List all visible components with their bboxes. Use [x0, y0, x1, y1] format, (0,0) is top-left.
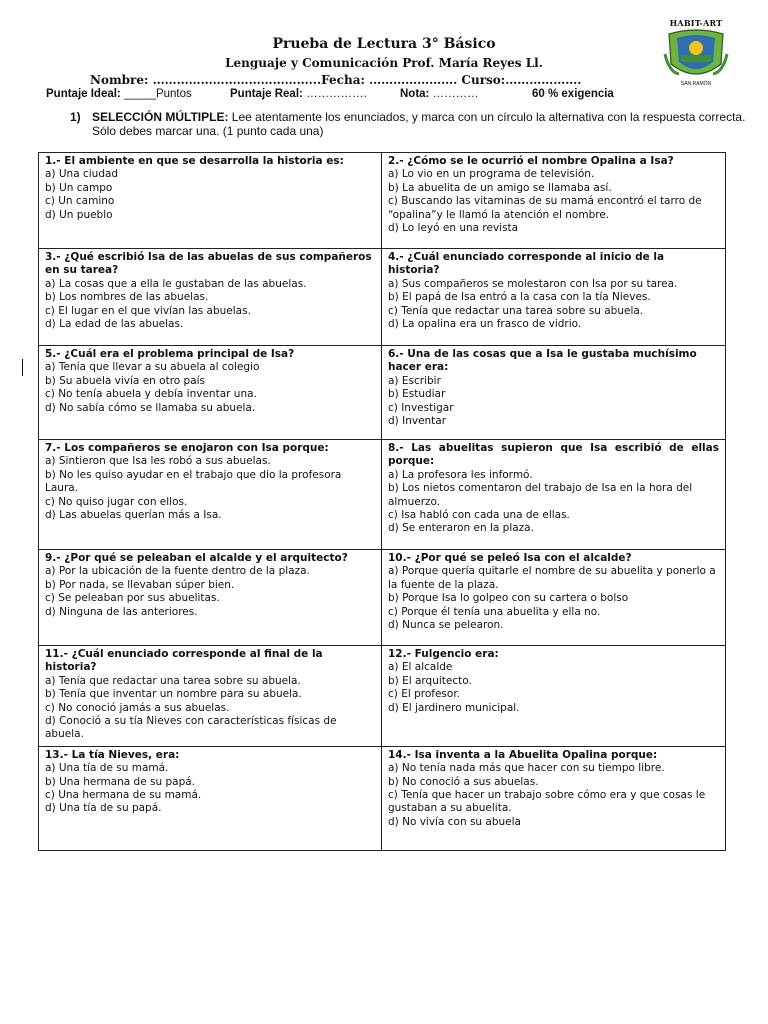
answer-option[interactable]: a) La profesora les informó.: [388, 468, 533, 481]
answer-option[interactable]: b) Un campo: [45, 181, 113, 194]
answer-option[interactable]: d) Se enteraron en la plaza.: [388, 522, 534, 535]
question-text: 4.- ¿Cuál enunciado corresponde al inicio de la historia?: [388, 251, 665, 277]
question-text: 8.- Las abuelitas supieron que Isa escribió de ellas porque:: [388, 442, 719, 468]
question-cell: [382, 153, 726, 249]
question-cell: [39, 440, 382, 550]
answer-option[interactable]: a) Tenía que redactar una tarea sobre su abuela.: [45, 674, 301, 687]
answer-option[interactable]: a) Sintieron que Isa les robó a sus abuelas.: [45, 455, 271, 468]
answer-option[interactable]: c) Un camino: [45, 195, 115, 208]
question-cell: [382, 249, 726, 346]
answer-option[interactable]: d) Nunca se pelearon.: [388, 619, 504, 632]
section-number: 1): [70, 110, 81, 124]
question-cell: [39, 550, 382, 646]
answer-option[interactable]: b) Tenía que inventar un nombre para su abuela.: [45, 688, 302, 701]
answer-option[interactable]: a) Sus compañeros se molestaron con Isa por su tarea.: [388, 277, 678, 290]
answer-option[interactable]: c) Tenía que redactar una tarea sobre su abuela.: [388, 304, 644, 317]
question-cell: [382, 550, 726, 646]
answer-option[interactable]: b) Los nietos comentaron del trabajo de Isa en la hora del almuerzo.: [388, 482, 693, 508]
answer-option[interactable]: b) El papá de Isa entró a la casa con la tía Nieves.: [388, 291, 651, 304]
question-text: 14.- Isa inventa a la Abuelita Opalina porque:: [388, 748, 658, 761]
answer-option[interactable]: d) La opalina era un frasco de vidrio.: [388, 318, 582, 331]
question-cell: [39, 153, 382, 249]
question-text: 1.- El ambiente en que se desarrolla la historia es:: [45, 155, 344, 167]
question-text: 2.- ¿Cómo se le ocurrió el nombre Opalina a Isa?: [388, 155, 674, 167]
question-text: 3.- ¿Qué escribió Isa de las abuelas de sus compañeros en su tarea?: [45, 251, 372, 277]
answer-option[interactable]: c) Una hermana de su mamá.: [45, 789, 202, 802]
question-cell: [382, 346, 726, 440]
answer-option[interactable]: a) Una ciudad: [45, 168, 119, 181]
answer-option[interactable]: c) No conoció jamás a sus abuelas.: [45, 701, 230, 714]
answer-option[interactable]: b) Una hermana de su papá.: [45, 775, 196, 788]
answer-option[interactable]: c) El profesor.: [388, 688, 461, 701]
answer-option[interactable]: c) El lugar en el que vivían las abuelas.: [45, 304, 251, 317]
question-cell: [39, 746, 382, 850]
answer-option[interactable]: a) Lo vio en un programa de televisión.: [388, 168, 595, 181]
school-logo-label: HABIT-ART: [669, 18, 723, 28]
answer-option[interactable]: d) Un pueblo: [45, 208, 113, 221]
answer-option[interactable]: b) La abuelita de un amigo se llamaba así.: [388, 181, 612, 194]
answer-option[interactable]: d) Inventar: [388, 415, 447, 428]
answer-option[interactable]: b) No les quiso ayudar en el trabajo que dio la profesora Laura.: [45, 468, 342, 495]
answer-option[interactable]: c) Investigar: [388, 401, 454, 414]
ideal-score-value: _____Puntos: [123, 88, 192, 100]
question-cell: [39, 646, 382, 747]
answer-option[interactable]: d) No sabía cómo se llamaba su abuela.: [45, 401, 256, 414]
answer-option[interactable]: a) Por la ubicación de la fuente dentro de la plaza.: [45, 565, 310, 578]
real-score-label: Puntaje Real:: [230, 88, 303, 100]
question-text: 12.- Fulgencio era:: [388, 648, 499, 660]
answer-option[interactable]: b) Su abuela vivía en otro país: [45, 374, 206, 387]
answer-option[interactable]: c) No quiso jugar con ellos.: [45, 495, 188, 508]
answer-option[interactable]: c) Tenía que hacer un trabajo sobre cómo era y que cosas le gustaban a su abuelita.: [388, 789, 706, 815]
answer-option[interactable]: b) No conoció a sus abuelas.: [388, 775, 539, 788]
answer-option[interactable]: d) Las abuelas querían más a Isa.: [45, 509, 222, 522]
answer-option[interactable]: d) Ninguna de las anteriores.: [45, 605, 198, 618]
text-cursor: [22, 359, 23, 376]
answer-option[interactable]: d) El jardinero municipal.: [388, 701, 520, 714]
question-text: 7.- Los compañeros se enojaron con Isa porque:: [45, 442, 329, 454]
student-info-line: Nombre: …………………………………...Fecha: …………………. Curso:……………….: [90, 73, 582, 87]
answer-option[interactable]: a) La cosas que a ella le gustaban de las abuelas.: [45, 277, 307, 290]
answer-option[interactable]: a) No tenía nada más que hacer con su tiempo libre.: [388, 762, 665, 775]
answer-option[interactable]: a) El alcalde: [388, 661, 453, 674]
questions-table: [38, 152, 726, 851]
grade-label: Nota:: [400, 88, 430, 100]
answer-option[interactable]: c) No tenía abuela y debía inventar una.: [45, 388, 257, 401]
answer-option[interactable]: b) Porque Isa lo golpeo con su cartera o bolso: [388, 592, 629, 605]
section-instructions-text: Lee atentamente los enunciados, y marca con un círculo la alternativa con la respuesta correcta. Sólo debes marcar una. (1 punto cada una): [92, 110, 746, 138]
question-text: 6.- Una de las cosas que a Isa le gustaba muchísimo hacer era:: [388, 348, 697, 374]
question-text: 9.- ¿Por qué se peleaban el alcalde y el arquitecto?: [45, 552, 348, 564]
answer-option[interactable]: a) Tenía que llevar a su abuela al colegio: [45, 361, 260, 374]
page-title: Prueba de Lectura 3° Básico: [272, 36, 496, 52]
ideal-score-label: Puntaje Ideal:: [46, 88, 121, 100]
answer-option[interactable]: b) Los nombres de las abuelas.: [45, 291, 209, 304]
question-cell: [382, 440, 726, 550]
answer-option[interactable]: c) Se peleaban por sus abuelitas.: [45, 592, 220, 605]
answer-option[interactable]: c) Buscando las vitaminas de su mamá encontró el tarro de “opalina”y le llamó la atención el nombre.: [388, 195, 702, 221]
question-text: 5.- ¿Cuál era el problema principal de Isa?: [45, 348, 295, 360]
answer-option[interactable]: c) Porque él tenía una abuelita y ella no.: [388, 605, 601, 618]
answer-option[interactable]: d) Lo leyó en una revista: [388, 222, 519, 235]
answer-option[interactable]: a) Escribir: [388, 374, 441, 387]
question-cell: [382, 646, 726, 747]
page-subtitle: Lenguaje y Comunicación Prof. María Reyes Ll.: [225, 56, 543, 70]
answer-option[interactable]: a) Porque quería quitarle el nombre de su abuelita y ponerlo a la fuente de la plaza.: [388, 565, 716, 591]
grade-value: …………: [432, 88, 479, 100]
question-text: 13.- La tía Nieves, era:: [45, 748, 180, 761]
answer-option[interactable]: b) El arquitecto.: [388, 674, 472, 687]
question-cell: [39, 249, 382, 346]
requirement-text: 60 % exigencia: [532, 88, 614, 100]
answer-option[interactable]: d) Conoció a su tía Nieves con características físicas de abuela.: [45, 715, 337, 741]
answer-option[interactable]: d) Una tía de su papá.: [45, 802, 162, 815]
section-heading: SELECCIÓN MÚLTIPLE:: [92, 110, 229, 124]
question-text: 11.- ¿Cuál enunciado corresponde al final de la historia?: [45, 648, 323, 674]
answer-option[interactable]: c) Isa habló con cada una de ellas.: [388, 509, 570, 522]
answer-option[interactable]: d) La edad de las abuelas.: [45, 318, 184, 331]
real-score-value: …………….: [306, 88, 367, 100]
answer-option[interactable]: d) No vivía con su abuela: [388, 815, 521, 828]
answer-option[interactable]: a) Una tía de su mamá.: [45, 762, 169, 775]
school-logo-caption: SAN RAMÓN: [680, 81, 712, 87]
answer-option[interactable]: b) Estudiar: [388, 388, 446, 401]
question-cell: [39, 346, 382, 440]
question-cell: [382, 746, 726, 850]
question-text: 10.- ¿Por qué se peleó Isa con el alcalde?: [388, 552, 632, 564]
answer-option[interactable]: b) Por nada, se llevaban súper bien.: [45, 578, 235, 591]
